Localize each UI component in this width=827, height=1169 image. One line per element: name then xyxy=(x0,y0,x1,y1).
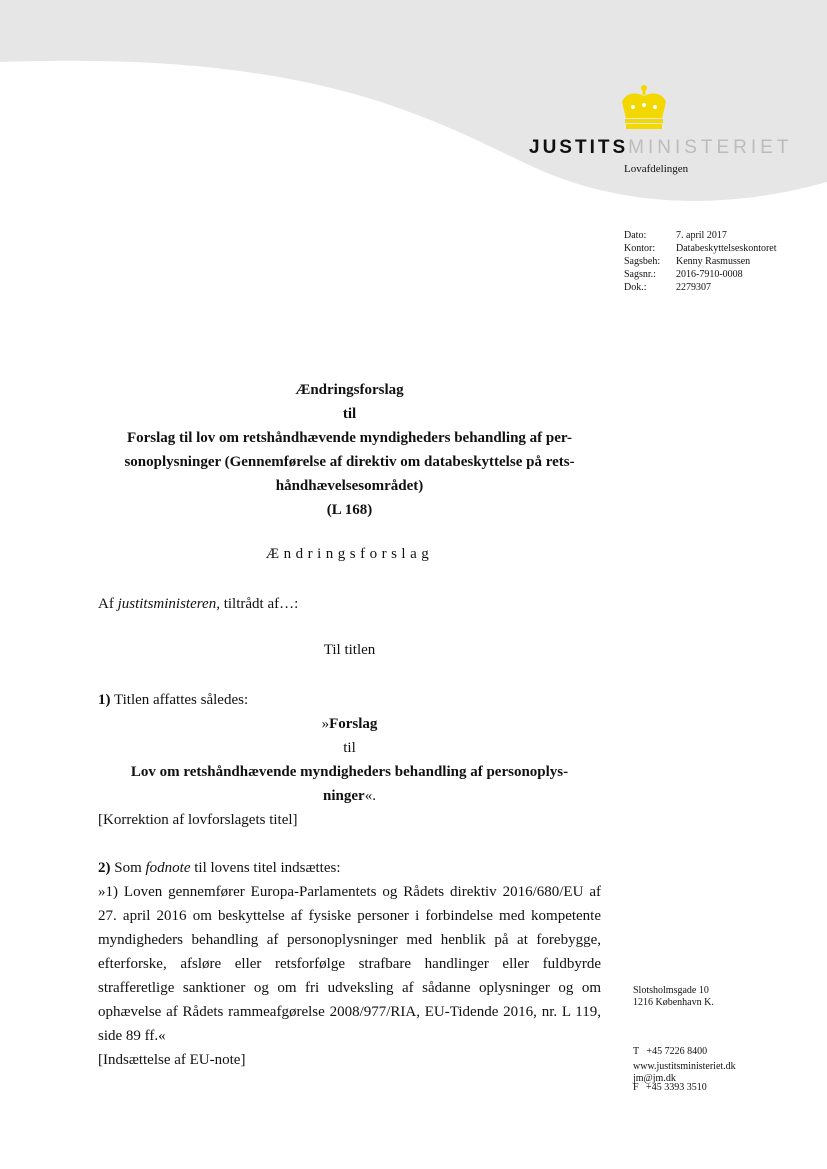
amendment-note: [Korrektion af lovforslagets titel] xyxy=(98,812,298,828)
quoted-title-line: Lov om retshåndhævende myndigheders behandling af personoplys- xyxy=(130,764,569,780)
fax-number: F +45 3393 3510 xyxy=(633,1082,707,1093)
logo-ministeriet: MINISTERIET xyxy=(628,137,793,158)
document-metadata xyxy=(624,229,777,294)
meta-value: Kenny Rasmussen xyxy=(676,256,751,267)
meta-label: Kontor: xyxy=(624,243,656,254)
meta-value: Databeskyttelseskontoret xyxy=(676,243,777,254)
spaced-heading: Ændringsforslag xyxy=(265,546,434,562)
department-name: Lovafdelingen xyxy=(624,163,689,175)
meta-value: 2279307 xyxy=(676,282,711,293)
crown-logo-icon xyxy=(618,84,670,130)
quoted-title xyxy=(98,712,601,808)
quoted-title-line: til xyxy=(343,740,356,756)
address-city: 1216 København K. xyxy=(633,997,714,1008)
meta-label: Dok.: xyxy=(624,282,647,293)
intro-line xyxy=(98,592,601,616)
quoted-title-line: Forslag xyxy=(329,716,378,732)
intro-prefix: Af xyxy=(98,596,118,612)
intro-suffix: , tiltrådt af…: xyxy=(216,596,299,612)
eu-note-paragraph: »1) Loven gennemfører Europa-Parlamentets og Rådets direktiv 2016/680/EU af 27. april 2016 om beskyttelse af fysiske personer i forbindelse med kompetente myndigheders behandling af personoplysninger med henblik på at forebygge, efterforske, afsløre eller retsforfølge strafbare handlinger eller fuldbyrde strafferetlige sanktioner og om fri udveksling af sådanne oplysninger og om ophævelse af Rådets rammeafgørelse 2008/977/RIA, EU-Tidende 2016, nr. L 119, side 89 ff.« xyxy=(98,884,601,1044)
meta-row-office xyxy=(624,242,777,255)
email-link[interactable]: jm@jm.dk xyxy=(633,1073,676,1084)
amendment-2-lead xyxy=(98,856,601,880)
amendment-2 xyxy=(98,856,601,1072)
amendment-text: til lovens titel indsættes: xyxy=(190,860,341,876)
document-title xyxy=(98,378,601,522)
meta-value: 7. april 2017 xyxy=(676,230,727,241)
meta-label: Dato: xyxy=(624,230,647,241)
meta-row-date xyxy=(624,229,777,242)
contact-block xyxy=(633,1061,736,1085)
title-line: håndhævelsesområdet) xyxy=(275,478,424,494)
address-street: Slotsholmsgade 10 xyxy=(633,985,709,996)
amendment-text-italic: fodnote xyxy=(145,860,191,876)
title-line: sonoplysninger (Gennemførelse af direktiv om databeskyttelse på rets- xyxy=(124,454,575,470)
intro-minister: justitsministeren xyxy=(117,596,217,612)
amendment-note: [Indsættelse af EU-note] xyxy=(98,1052,246,1068)
meta-row-document xyxy=(624,281,777,294)
quote-mark: «. xyxy=(364,788,376,804)
amendment-text: Titlen affattes således: xyxy=(110,692,249,708)
section-heading: Til titlen xyxy=(323,642,376,658)
amendment-1 xyxy=(98,688,601,832)
header-wave-background xyxy=(0,0,827,215)
logo-justits: JUSTITS xyxy=(529,137,629,158)
amendment-number: 2) xyxy=(98,860,111,876)
ministry-wordmark xyxy=(529,138,792,158)
quote-mark: » xyxy=(321,716,330,732)
meta-value: 2016-7910-0008 xyxy=(676,269,743,280)
meta-row-caseworker xyxy=(624,255,777,268)
amendment-number: 1) xyxy=(98,692,111,708)
quoted-title-line: ninger xyxy=(323,788,365,804)
meta-label: Sagsbeh: xyxy=(624,256,661,267)
title-line: Ændringsforslag xyxy=(295,382,404,398)
address-block xyxy=(633,985,714,1009)
website-link[interactable]: www.justitsministeriet.dk xyxy=(633,1061,736,1072)
title-line: (L 168) xyxy=(326,502,373,518)
amendment-text: Som xyxy=(110,860,146,876)
meta-row-case-number xyxy=(624,268,777,281)
title-line: Forslag til lov om retshåndhævende myndigheders behandling af per- xyxy=(126,430,573,446)
meta-label: Sagsnr.: xyxy=(624,269,656,280)
amendment-1-lead xyxy=(98,688,601,712)
phone-number: T +45 7226 8400 xyxy=(633,1046,708,1057)
title-line: til xyxy=(342,406,357,422)
